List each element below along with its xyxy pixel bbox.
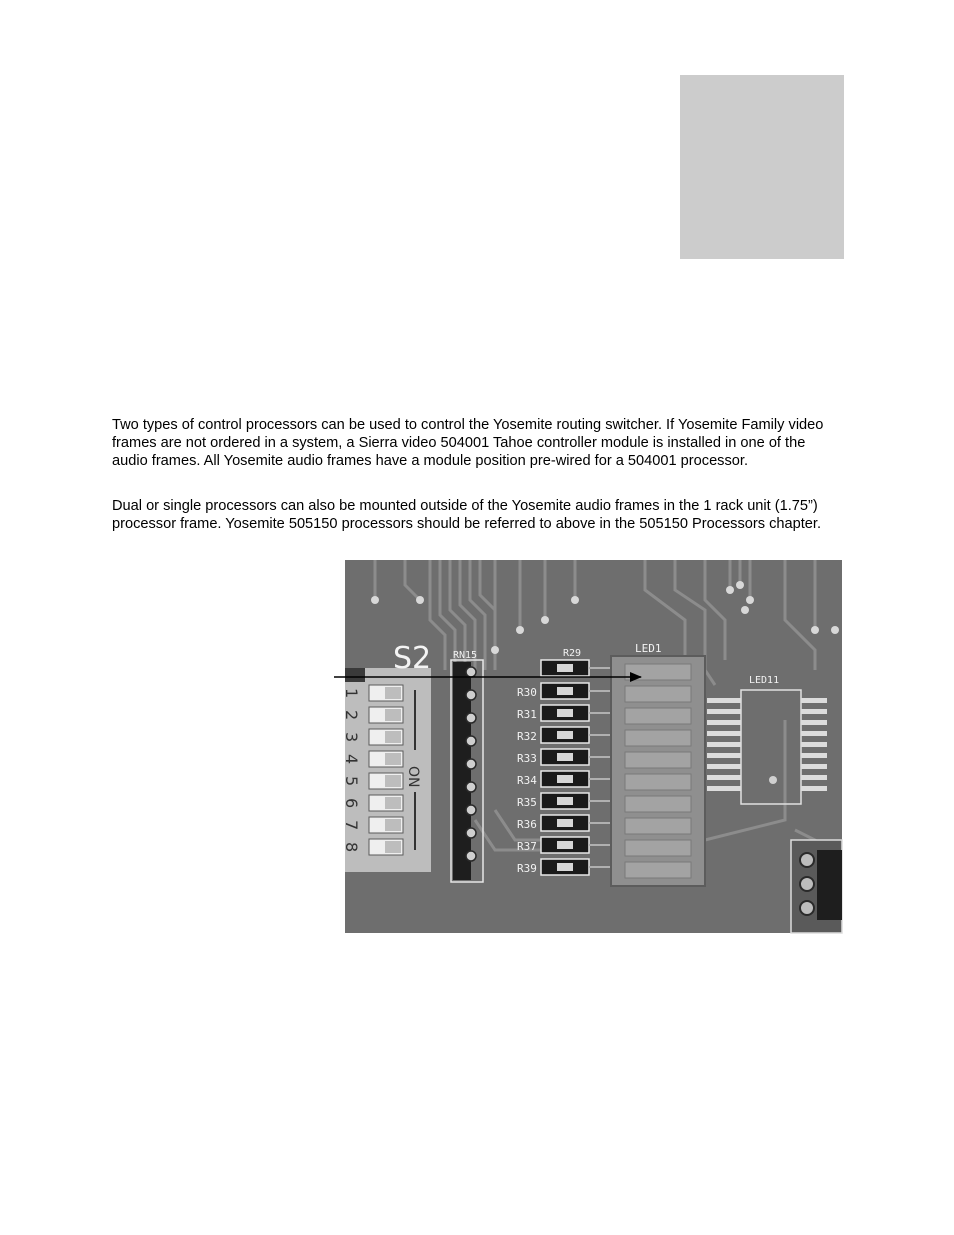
- switch-number: 2: [342, 710, 361, 721]
- switch-label: S2: [393, 641, 432, 676]
- resistor-top-label: R29: [563, 648, 582, 659]
- intro-paragraph: Two types of control processors can be used to control the Yosemite routing switcher. If Yosemite Family video frames are not ordered in a system, a Sierra video 504001 Tahoe controller module is installed in one of the audio frames. All Yosemite audio frames have a module position pre-wired for a 504001 processor.: [112, 417, 824, 469]
- resistor-label: R33: [517, 752, 537, 765]
- switch-number: 5: [342, 776, 361, 787]
- resistor-label: R34: [517, 774, 537, 787]
- led11-label: LED11: [749, 675, 780, 686]
- switch-number: 7: [342, 820, 361, 831]
- frame-paragraph: Dual or single processors can also be mounted outside of the Yosemite audio frames in the 1 rack unit (1.75”) processor frame. Yosemite 505150 processors should be referred to above in the 505150 Processors chapter.: [112, 498, 822, 532]
- switch-number: 8: [342, 842, 361, 853]
- resistor-label: R32: [517, 730, 537, 743]
- switch-number: 3: [342, 732, 361, 743]
- resistor-label: R39: [517, 862, 537, 875]
- circuit-board-photo: [342, 560, 842, 933]
- led-label: LED1: [635, 642, 662, 655]
- resistor-label: R35: [517, 796, 537, 809]
- resistor-label: R37: [517, 840, 537, 853]
- switch-number: 4: [342, 754, 361, 765]
- switch-on-label: ON: [405, 766, 421, 788]
- network-label: RN15: [453, 650, 478, 661]
- resistor-label: R31: [517, 708, 537, 721]
- switch-number: 1: [342, 688, 361, 699]
- resistor-label: R36: [517, 818, 537, 831]
- resistor-label: R30: [517, 686, 537, 699]
- chapter-tab-box: [680, 75, 844, 259]
- switch-number: 6: [342, 798, 361, 809]
- circuit-board-image: [342, 560, 842, 933]
